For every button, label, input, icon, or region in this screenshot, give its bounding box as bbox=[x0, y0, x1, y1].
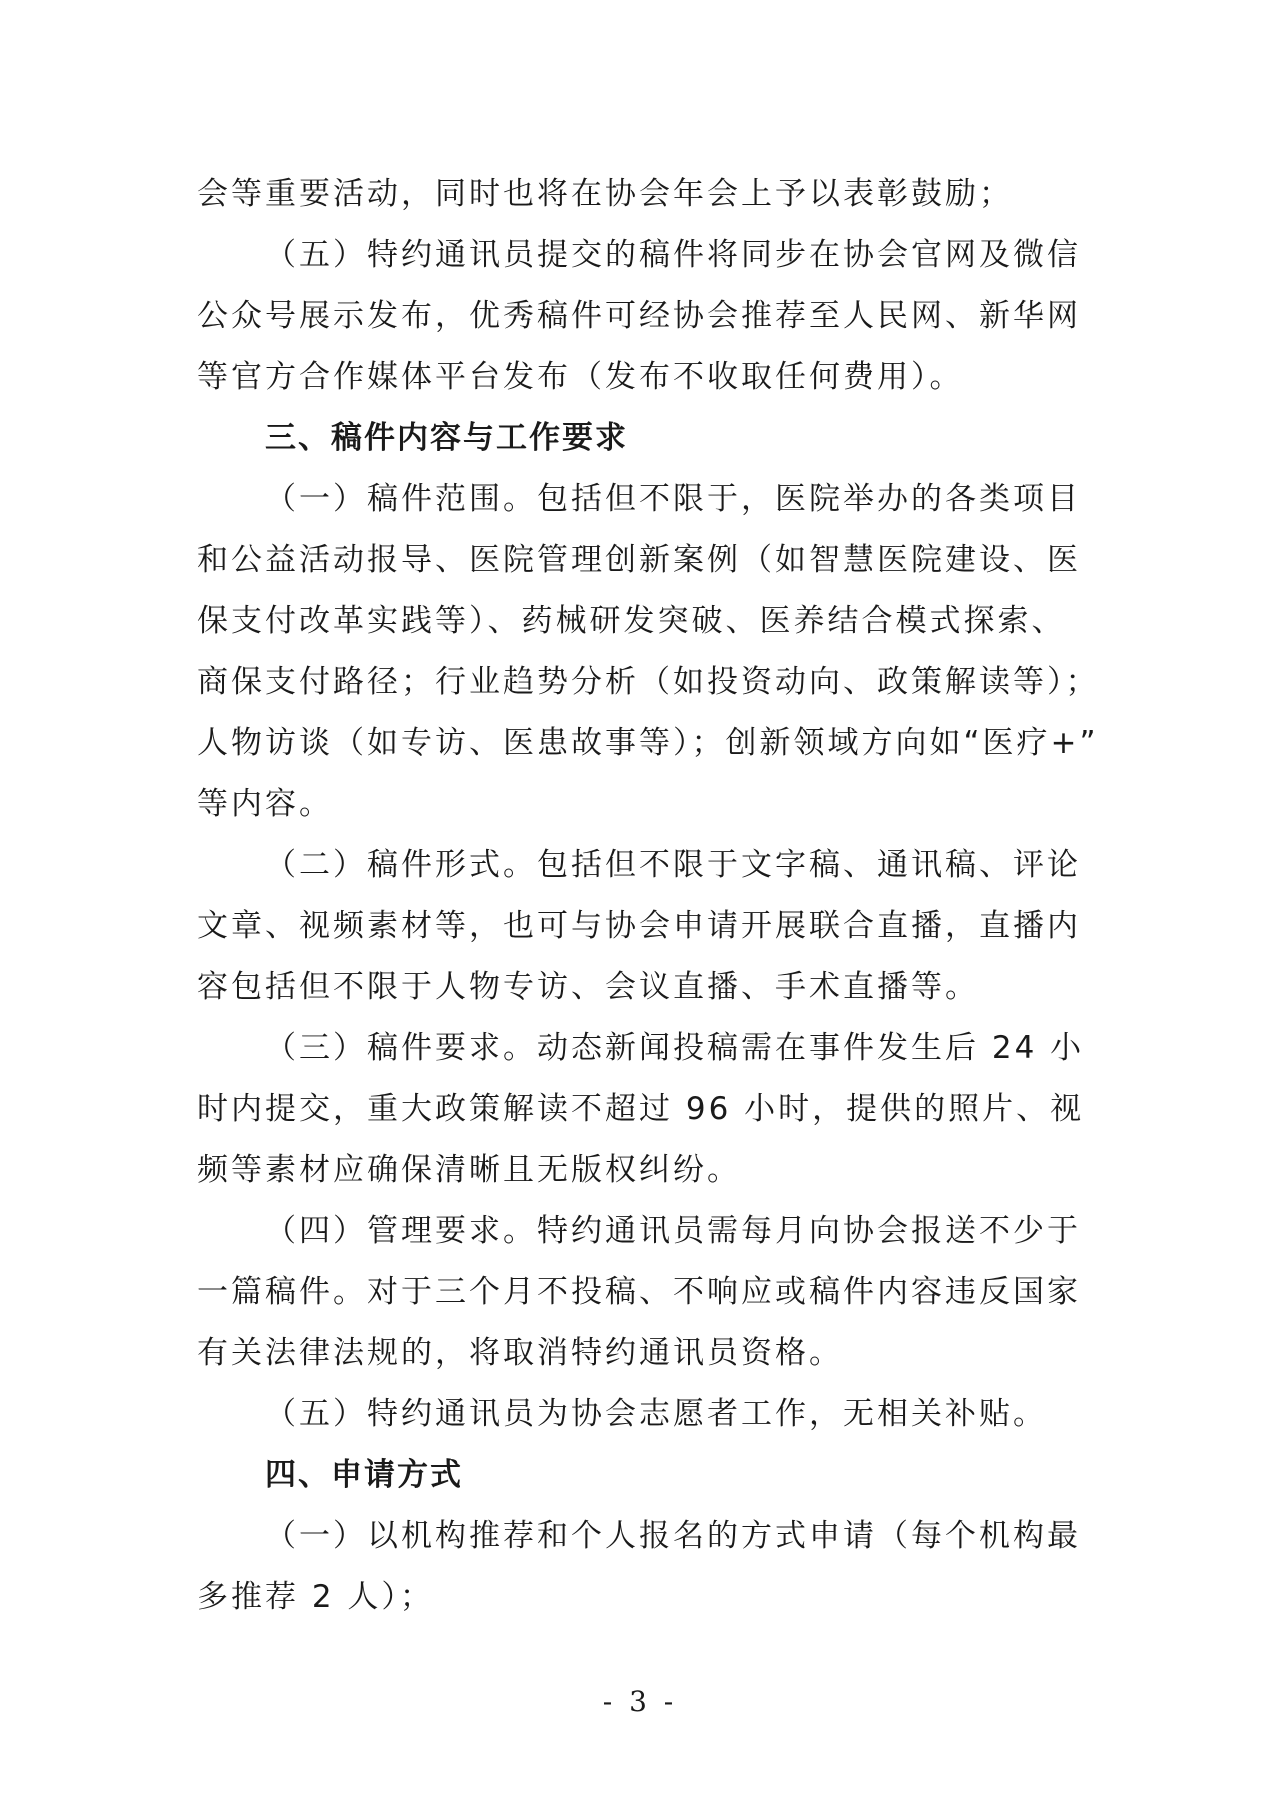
body-text-line: 和公益活动报导、医院管理创新案例（如智慧医院建设、医 bbox=[197, 542, 1081, 578]
body-text-line: 会等重要活动，同时也将在协会年会上予以表彰鼓励； bbox=[197, 176, 1013, 212]
body-text-line: （四）管理要求。特约通讯员需每月向协会报送不少于 bbox=[265, 1213, 1081, 1249]
page-number: - 3 - bbox=[602, 1685, 678, 1718]
body-text-line: 容包括但不限于人物专访、会议直播、手术直播等。 bbox=[197, 969, 979, 1005]
body-text-line: （五）特约通讯员为协会志愿者工作，无相关补贴。 bbox=[265, 1396, 1047, 1432]
body-text-line: （五）特约通讯员提交的稿件将同步在协会官网及微信 bbox=[265, 237, 1081, 273]
body-text-line: 一篇稿件。对于三个月不投稿、不响应或稿件内容违反国家 bbox=[197, 1274, 1081, 1310]
body-text-line: 公众号展示发布，优秀稿件可经协会推荐至人民网、新华网 bbox=[197, 298, 1081, 334]
section-heading: 四、申请方式 bbox=[265, 1457, 463, 1493]
body-text-line: 保支付改革实践等）、药械研发突破、医养结合模式探索、 bbox=[197, 603, 1066, 639]
body-text-line: 文章、视频素材等，也可与协会申请开展联合直播，直播内 bbox=[197, 908, 1081, 944]
body-text-line: （三）稿件要求。动态新闻投稿需在事件发生后 24 小 bbox=[265, 1030, 1085, 1066]
body-text-line: 等内容。 bbox=[197, 786, 333, 822]
body-text-line: 人物访谈（如专访、医患故事等）；创新领域方向如“医疗+” bbox=[197, 725, 1099, 761]
body-text-line: 频等素材应确保清晰且无版权纠纷。 bbox=[197, 1152, 741, 1188]
body-text-line: 多推荐 2 人）； bbox=[197, 1579, 434, 1615]
document-body bbox=[197, 164, 1100, 1628]
section-heading: 三、稿件内容与工作要求 bbox=[265, 420, 628, 456]
body-text-line: 等官方合作媒体平台发布（发布不收取任何费用）。 bbox=[197, 359, 964, 395]
body-text-line: （一）稿件范围。包括但不限于，医院举办的各类项目 bbox=[265, 481, 1081, 517]
body-text-line: （二）稿件形式。包括但不限于文字稿、通讯稿、评论 bbox=[265, 847, 1081, 883]
body-text-line: 有关法律法规的，将取消特约通讯员资格。 bbox=[197, 1335, 843, 1371]
body-text-line: 商保支付路径；行业趋势分析（如投资动向、政策解读等）； bbox=[197, 664, 1100, 700]
body-text-line: 时内提交，重大政策解读不超过 96 小时，提供的照片、视 bbox=[197, 1091, 1085, 1127]
body-text-line: （一）以机构推荐和个人报名的方式申请（每个机构最 bbox=[265, 1518, 1081, 1554]
